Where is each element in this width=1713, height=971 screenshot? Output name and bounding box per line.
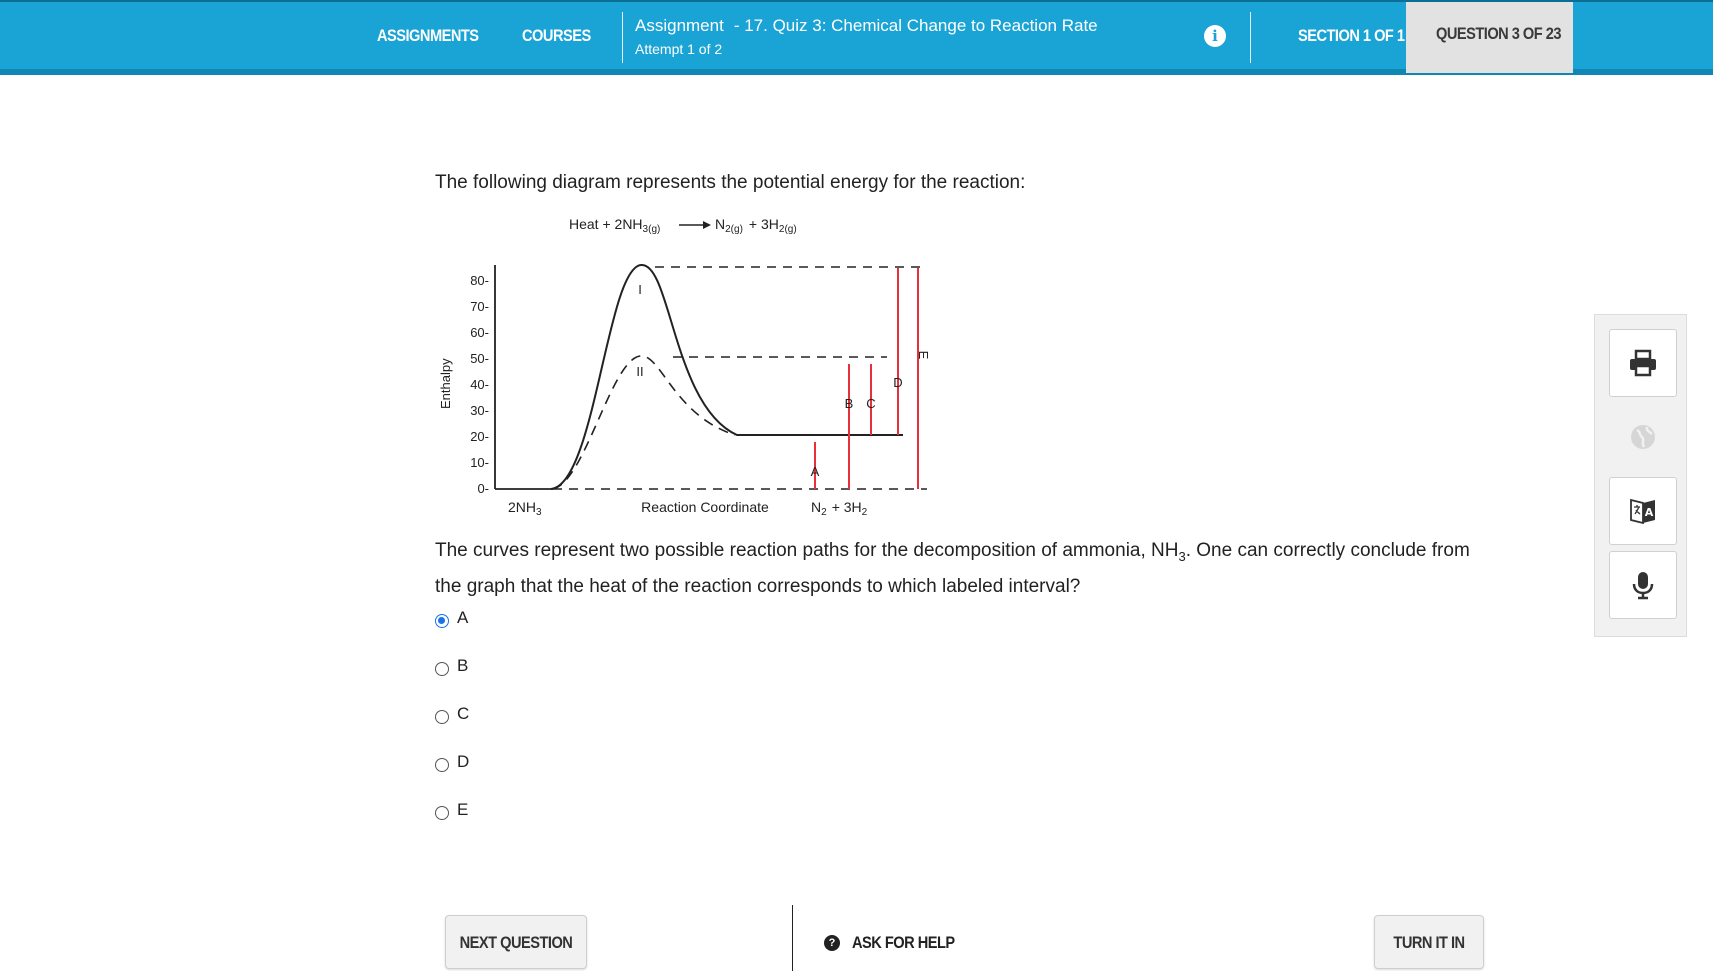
radio-unselected[interactable]: [435, 662, 449, 676]
nav-courses[interactable]: COURSES: [522, 26, 591, 45]
reaction-arrow: [679, 221, 711, 229]
turn-it-in-button[interactable]: [1374, 915, 1484, 969]
potential-energy-diagram: [435, 210, 935, 520]
next-question-label: NEXT QUESTION: [459, 933, 573, 952]
reaction-products: $N_{2(g)} + 3H_{2(g)}$: [715, 216, 797, 235]
x-axis-label: Reaction Coordinate: [641, 499, 769, 515]
reaction-equation: Heat + $2NH_{3(g)}$: [569, 216, 661, 235]
radio-selected[interactable]: [435, 614, 449, 628]
help-icon: ?: [824, 935, 840, 951]
option-label: E: [457, 800, 469, 819]
nav-assignments[interactable]: ASSIGNMENTS: [377, 26, 479, 45]
print-icon: [1627, 347, 1659, 379]
ask-for-help-label: ASK FOR HELP: [852, 933, 955, 952]
top-bar: [0, 0, 1713, 73]
globe-button[interactable]: [1609, 403, 1677, 471]
peak-label-I: I: [638, 282, 642, 297]
interval-label-C: C: [866, 396, 876, 411]
reaction-path-I: [551, 265, 903, 489]
option-label: B: [457, 656, 469, 675]
interval-label-B: B: [844, 396, 854, 411]
option-label: A: [457, 608, 469, 627]
toolbox: [1594, 314, 1687, 637]
assignment-info: [635, 16, 1098, 57]
microphone-button[interactable]: [1609, 551, 1677, 619]
reactant-label: $2NH_3$: [508, 499, 542, 518]
y-tick: 40-: [470, 377, 489, 392]
y-axis-label: Enthalpy: [438, 358, 453, 409]
question-stem: The following diagram represents the potential energy for the reaction:: [435, 172, 1026, 193]
radio-unselected[interactable]: [435, 806, 449, 820]
microphone-icon: [1627, 569, 1659, 601]
option-c[interactable]: [435, 704, 469, 724]
interval-label-D: D: [893, 375, 903, 390]
option-label: C: [457, 704, 470, 723]
print-button[interactable]: [1609, 329, 1677, 397]
next-question-button[interactable]: [445, 915, 587, 969]
y-tick: 50-: [470, 351, 489, 366]
assignment-name: - 17. Quiz 3: Chemical Change to Reaction Rate: [733, 16, 1098, 35]
globe-icon: [1627, 421, 1659, 453]
option-b[interactable]: [435, 656, 468, 676]
svg-text:A: A: [1644, 506, 1654, 519]
question-prompt: [435, 536, 1495, 602]
ask-for-help-button[interactable]: [824, 933, 971, 953]
y-tick: 0-: [477, 481, 489, 496]
y-tick: 20-: [470, 429, 489, 444]
interval-label-A: A: [810, 464, 820, 479]
y-tick: 30-: [470, 403, 489, 418]
attempt-text: Attempt 1 of 2: [635, 41, 723, 57]
prompt-text-continued: . One can correctly conclude from the graph that the heat of the reaction corresponds to which labeled interval?: [435, 540, 1470, 597]
prompt-subscript: 3: [1178, 548, 1186, 564]
y-ticks: [470, 273, 489, 496]
question-indicator[interactable]: [1406, 2, 1573, 73]
info-icon[interactable]: i: [1204, 25, 1226, 47]
option-d[interactable]: [435, 752, 469, 772]
assignment-title: [635, 16, 1098, 36]
assignment-label: Assignment: [635, 16, 724, 35]
peak-label-II: II: [636, 364, 644, 379]
translate-button[interactable]: [1609, 477, 1677, 545]
reaction-path-II: [553, 356, 735, 489]
footer-divider: [792, 905, 793, 971]
prompt-text: The curves represent two possible reaction paths for the decomposition of ammonia, NH: [435, 540, 1179, 561]
radio-unselected[interactable]: [435, 758, 449, 772]
section-indicator[interactable]: SECTION 1 OF 1: [1298, 26, 1405, 45]
y-tick: 80-: [470, 273, 489, 288]
turn-it-in-label: TURN IT IN: [1393, 933, 1465, 952]
option-a[interactable]: [435, 608, 468, 628]
translate-icon: [1627, 495, 1659, 527]
question-indicator-label: QUESTION 3 OF 23: [1436, 24, 1561, 43]
y-tick: 70-: [470, 299, 489, 314]
interval-label-E: E: [916, 350, 931, 360]
radio-unselected[interactable]: [435, 710, 449, 724]
option-e[interactable]: [435, 800, 468, 820]
y-tick: 60-: [470, 325, 489, 340]
nav-divider: [622, 12, 623, 63]
option-label: D: [457, 752, 470, 771]
y-tick: 10-: [470, 455, 489, 470]
nav-divider: [1250, 12, 1251, 63]
product-label: $N_2 + 3H_2$: [811, 499, 868, 518]
